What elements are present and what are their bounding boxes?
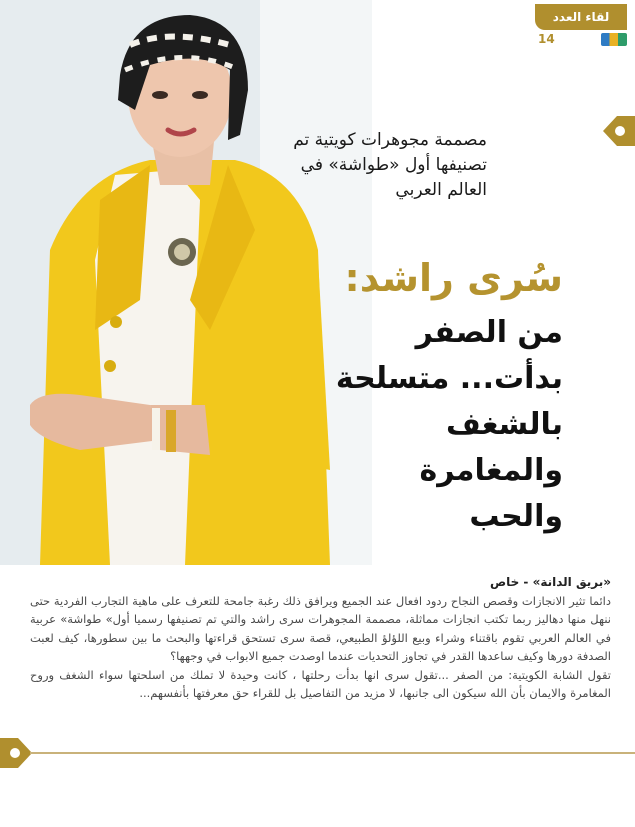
page-info bbox=[535, 31, 627, 47]
headline-name: سُرى راشد: bbox=[344, 256, 563, 300]
body-paragraph: دائما تثير الانجازات وقصص النجاح ردود افعال عند الجميع ويرافق ذلك رغبة جامحة للتعرف على ماهية التجارب الفردية حتى ننهل منها دهاليز ربما تكتب انجازات مماثلة، مصممة المجوهرات سرى راشد والتي تم تصنيفها رسميا أول» طواشة» عربية في العالم العربي تقوم باقتناء وشراء وبيع اللؤلؤ الطبيعي، قصة سرى تستحق قراءتها والبحث ما بين سطورها، كيف لعبت الصدفة دورها وكيف ساعدها القدر في تجاوز التحديات عندما اوصدت جميع الابواب في وجهها؟ bbox=[30, 594, 611, 664]
page-number: 14 bbox=[538, 32, 555, 46]
article-source: «بريق الدانة» - خاص bbox=[489, 575, 611, 589]
magazine-logo bbox=[601, 33, 627, 46]
headline-line: والحب bbox=[469, 499, 563, 534]
headline-line: والمغامرة bbox=[419, 453, 563, 488]
article-headline bbox=[313, 310, 563, 540]
right-arrow-marker-icon bbox=[601, 116, 635, 146]
logo-mark-icon bbox=[601, 33, 627, 46]
headline-line: بدأت... متسلحة bbox=[335, 361, 563, 396]
section-badge bbox=[539, 4, 627, 44]
body-paragraph: تقول الشابة الكويتية: من الصفر ...تقول سرى انها بدأت رحلتها ، كانت وحيدة لا تملك من اسلحتها سواء الشغف وروح المغامرة والايمان بأن الله سيكون الى جانبها، لا مزيد من التفاصيل بل للقراء حق معرفتها بأنفسهم... bbox=[30, 667, 611, 701]
headline-line: من الصفر bbox=[415, 315, 563, 350]
divider-rule bbox=[30, 752, 635, 754]
left-arrow-marker-icon bbox=[0, 738, 34, 768]
headline-line: بالشغف bbox=[446, 407, 563, 442]
article-body bbox=[30, 592, 611, 702]
article-subtitle: مصممة مجوهرات كويتية تم تصنيفها أول «طواشة» في العالم العربي bbox=[293, 130, 487, 200]
section-label: لقاء العدد bbox=[535, 4, 627, 30]
